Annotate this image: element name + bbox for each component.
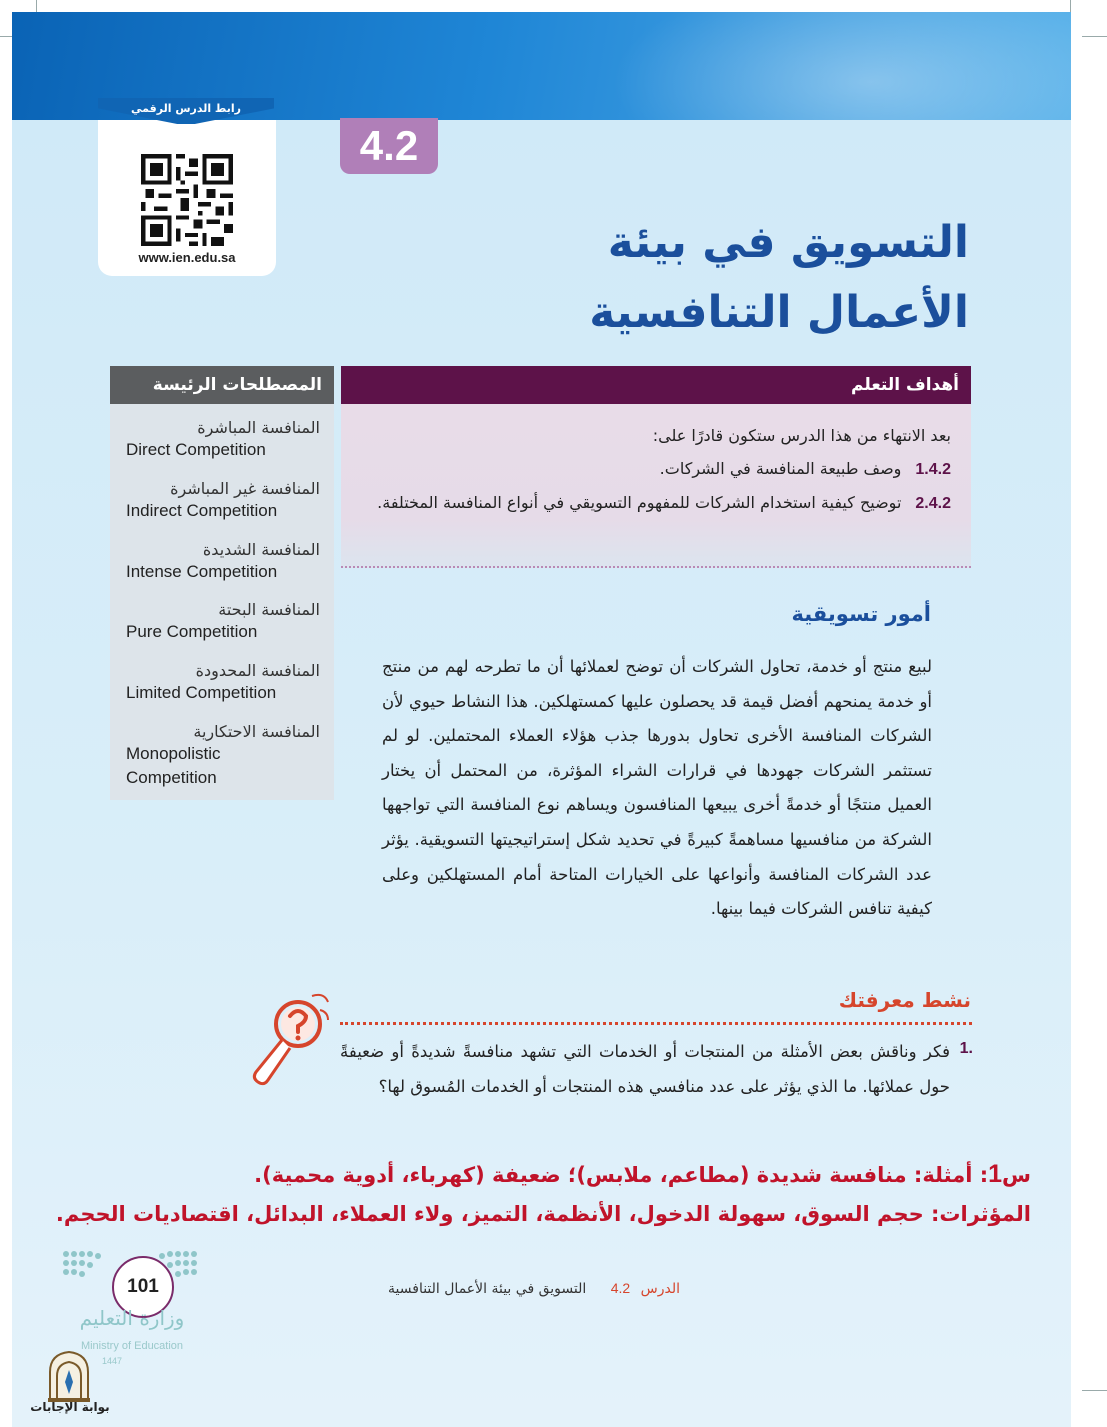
term-item — [126, 722, 320, 790]
section-paragraph: لبيع منتج أو خدمة، تحاول الشركات أن توضح لعملائها أن ما تطرحه لهم من منتج أو خدمة يمنحهم أفضل قيمة قد يحصلون عليها كمستهلكين. هذا النشاط حيوي لأن الشركات المنافسة الأخرى تحاول بدورها جذب هؤلاء العملاء المحتملين. لو لم تستثمر الشركات جهودها في قرارات الشراء المؤثرة، من المحتمل أن يختار العميل منتجًا أو خدمةً أخرى يبيعها المنافسون ويساهم نوع المنافسة التي تواجهها الشركة من منافسيها مساهمةً كبيرةً في تحديد شكل إستراتيجيتها التسويقية. يؤثر عدد الشركات المنافسة وأنواعها على الخيارات المتاحة أمام المستهلكين وعلى كيفية تنافس الشركات فيما بينها. — [382, 657, 932, 919]
ministry-name-english: Ministry of Education — [80, 1340, 184, 1352]
goal-number: 1.4.2 — [915, 461, 951, 478]
footer-lesson-title: التسويق في بيئة الأعمال التنافسية — [388, 1281, 587, 1297]
term-item — [126, 479, 320, 523]
answer-line-1 — [254, 1160, 1031, 1189]
goal-item — [351, 486, 951, 520]
term-item — [126, 418, 320, 462]
goal-text: توضيح كيفية استخدام الشركات للمفهوم التسويقي في أنواع المنافسة المختلفة. — [377, 493, 902, 512]
goal-item — [351, 452, 951, 486]
footer-lesson — [340, 1280, 680, 1297]
answers-portal-label[interactable]: بوابة الإجابات — [30, 1400, 110, 1414]
learning-goals-panel — [341, 404, 971, 568]
qr-url[interactable]: www.ien.edu.sa — [138, 250, 236, 265]
question-number: 1. — [959, 1040, 973, 1057]
dotted-divider — [341, 566, 971, 568]
key-terms-heading: المصطلحات الرئيسة — [110, 366, 334, 404]
footer-lesson-number: 4.2 — [610, 1280, 631, 1296]
lesson-title-line2: الأعمال التنافسية — [589, 287, 969, 338]
section-title: أمور تسويقية — [791, 602, 931, 626]
qr-code[interactable] — [140, 154, 234, 246]
term-english: Monopolistic Competition — [126, 744, 221, 787]
answer-line-2 — [56, 1202, 1031, 1226]
term-arabic: المنافسة الاحتكارية — [193, 722, 320, 741]
answer-number: 1 — [988, 1160, 1003, 1188]
answer-text: : أمثلة: منافسة شديدة (مطاعم، ملابس)؛ ضعيفة (كهرباء، أدوية محمية). — [254, 1163, 989, 1187]
activity-title: نشط معرفتك — [838, 988, 971, 1012]
term-arabic: المنافسة غير المباشرة — [170, 479, 320, 498]
term-english: Pure Competition — [126, 622, 258, 641]
term-english: Direct Competition — [126, 440, 266, 459]
term-item — [126, 600, 320, 644]
footer-lesson-label: الدرس — [640, 1281, 680, 1297]
answer-text: : حجم السوق، سهولة الدخول، الأنظمة، التميز، ولاء العملاء، البدائل، اقتصاديات الحجم. — [55, 1202, 940, 1226]
lesson-title-line1: التسويق في بيئة — [607, 217, 969, 268]
learning-goals-heading: أهداف التعلم — [341, 366, 971, 404]
term-english: Limited Competition — [126, 683, 277, 702]
answer-key: المؤثرات — [939, 1202, 1031, 1226]
term-item — [126, 540, 320, 584]
page-number: 101 — [112, 1256, 174, 1318]
goal-number: 2.4.2 — [915, 495, 951, 512]
question-text: فكر وناقش بعض الأمثلة من المنتجات أو الخدمات التي تشهد منافسةً شديدةً أو ضعيفةً حول عملائها. ما الذي يؤثر على عدد منافسي هذه المنتجات أو الخدمات المُسوق لها؟ — [340, 1042, 950, 1096]
term-arabic: المنافسة الشديدة — [202, 540, 320, 559]
magnifier-question-icon — [246, 990, 332, 1086]
answer-prefix: س — [1002, 1163, 1031, 1187]
term-arabic: المنافسة المحدودة — [195, 661, 320, 680]
term-arabic: المنافسة البحتة — [218, 600, 320, 619]
ministry-name-arabic: وزارة التعليم — [79, 1306, 185, 1330]
answers-portal-logo-icon[interactable] — [46, 1350, 92, 1402]
goals-intro: بعد الانتهاء من هذا الدرس ستكون قادرًا على: — [652, 426, 951, 445]
term-arabic: المنافسة المباشرة — [197, 418, 320, 437]
term-english: Indirect Competition — [126, 501, 278, 520]
crop-mark — [1082, 36, 1107, 37]
lesson-number-badge: 4.2 — [340, 118, 438, 174]
key-terms-panel — [110, 404, 334, 800]
term-item — [126, 661, 320, 705]
term-english: Intense Competition — [126, 562, 278, 581]
lesson-title — [449, 208, 969, 348]
activity-divider — [340, 1022, 972, 1025]
goal-text: وصف طبيعة المنافسة في الشركات. — [659, 459, 902, 478]
ministry-year: 1447 — [101, 1356, 123, 1366]
qr-label: رابط الدرس الرقمي — [131, 102, 241, 115]
crop-mark — [1082, 1390, 1107, 1391]
